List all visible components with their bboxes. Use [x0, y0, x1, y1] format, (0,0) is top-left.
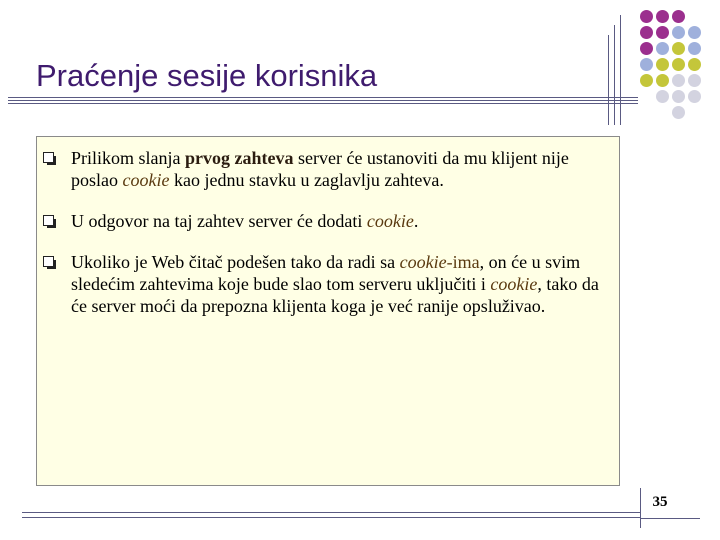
decorative-dot [672, 58, 685, 71]
decorative-dot [688, 58, 701, 71]
decorative-dot [688, 26, 701, 39]
decorative-dot [640, 26, 653, 39]
decorative-dot [688, 42, 701, 55]
keyword-text: cookie [490, 274, 538, 294]
decorative-dot [672, 26, 685, 39]
bullet-item [37, 251, 619, 317]
decorative-dot [672, 90, 685, 103]
bullet-text: , on će u svim sledećim zahtevima koje bude slao tom serveru uključiti i [71, 252, 581, 294]
bullet-item [37, 147, 619, 191]
decorative-dot-grid [640, 10, 720, 120]
decorative-dot [656, 10, 669, 23]
content-box [36, 136, 620, 486]
bullet-text: Prilikom slanja [71, 148, 185, 168]
decorative-dot [672, 74, 685, 87]
keyword-text: cookie [399, 252, 447, 272]
decorative-dot [656, 90, 669, 103]
decorative-dot [688, 90, 701, 103]
bullet-text: , tako da će server moći da prepozna klijenta koga je već ranije opsluživao. [71, 274, 599, 316]
bullet-text: kao jednu stavku u zaglavlju zahteva. [169, 170, 444, 190]
bullet-text: . [413, 211, 419, 231]
checkbox-square-icon [43, 256, 54, 267]
bullet-text: U odgovor na taj zahtev server će dodati [71, 211, 367, 231]
keyword-text: -ima [446, 252, 480, 272]
decorative-dot [640, 42, 653, 55]
keyword-text: cookie [122, 170, 170, 190]
bullet-item [37, 210, 619, 232]
checkbox-square-icon [43, 215, 54, 226]
emphasis-text: prvog zahteva [185, 148, 294, 168]
keyword-text: cookie [366, 211, 414, 231]
decorative-dot [672, 106, 685, 119]
decorative-dot [672, 42, 685, 55]
page-number: 35 [652, 494, 668, 510]
decorative-dot [656, 42, 669, 55]
decorative-dot [640, 10, 653, 23]
decorative-dot [656, 58, 669, 71]
bullet-list [37, 147, 619, 336]
page-title: Praćenje sesije korisnika [36, 58, 378, 93]
decorative-dot [656, 74, 669, 87]
checkbox-square-icon [43, 152, 54, 163]
decorative-dot [640, 58, 653, 71]
decorative-dot [656, 26, 669, 39]
bullet-text: Ukoliko je Web čitač podešen tako da radi sa [71, 252, 400, 272]
decorative-dot [640, 74, 653, 87]
decorative-dot [688, 74, 701, 87]
decorative-dot [672, 10, 685, 23]
bullet-text: server će ustanoviti da mu klijent nije poslao [71, 148, 569, 190]
